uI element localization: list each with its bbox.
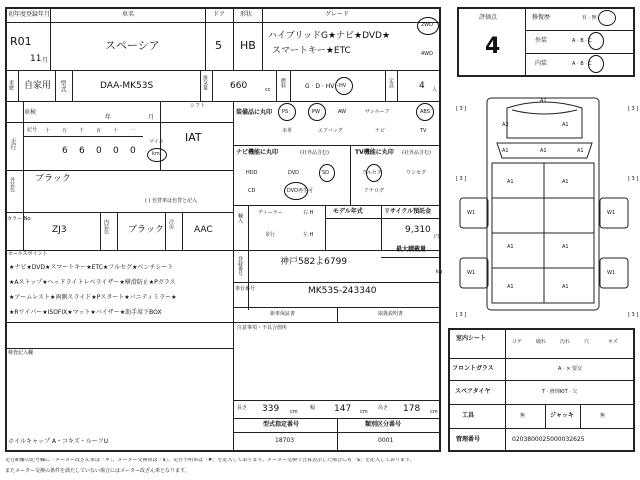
sales-points-label: セールスポイント (8, 251, 48, 257)
damage-mark: A1 (562, 284, 569, 290)
max-load-unit: kg (436, 269, 443, 275)
disp-label: 排気量 (202, 75, 208, 90)
tv-item: フルセグ (362, 170, 382, 176)
tv-item: ワンセグ (406, 170, 427, 176)
odometer-digit: 6 (62, 146, 68, 156)
model-label: 型式 (59, 80, 66, 92)
exterior-color-label: 外装色 (9, 177, 15, 192)
bracket-label: [ 3 ] (456, 176, 467, 182)
seat-item: コゲ (512, 339, 523, 345)
shift-label: シフト (190, 103, 206, 109)
sales-point-line: ★Rワイパー★ISOFIX★マット★バイザー★助手席下BOX (9, 309, 162, 316)
odometer-header: 一 (130, 128, 136, 134)
sales-point-line: ★Aストップ★ヘッドライトレベライザー★横滑防止★Pガラス (9, 279, 176, 286)
main-form (5, 7, 441, 452)
equipment-item: ナビ (375, 128, 386, 134)
model-value: DAA-MK53S (100, 81, 154, 91)
equipment-item: ABS (420, 109, 430, 115)
sales-point-line: ★ナビ★DVD★スマートキー★ETC★フルセグ★ベンチシート (9, 264, 174, 271)
seat-item: 破れ (536, 339, 547, 345)
equipment-circle (308, 103, 326, 121)
footer-line-1: 走行距離の記号欄に「メーター改ざん車は「＊」、メーター交換車は「$」、走行不明車は「#」を記入しております。メーター交換で合算表示した場合にも「$」を記入しております。 (5, 458, 415, 463)
first-reg-month: 11 (30, 54, 42, 64)
damage-mark: A1 (562, 122, 569, 128)
score-value: 4 (485, 34, 501, 59)
equipment-item: 本革 (282, 128, 293, 134)
nav-item: DVD (288, 170, 300, 176)
interior-color-value: ブラック (128, 225, 164, 235)
car-damage-diagram (452, 88, 638, 323)
grade-line-2: スマートキー★ETC (272, 46, 351, 56)
repair-options: 有 · 無 (582, 15, 597, 21)
chassis-label: 車台番号 (235, 286, 256, 292)
manual-label: 取扱説明書 (378, 311, 404, 317)
grade-line-1: ハイブリッドG★ナビ★DVD★ (268, 31, 391, 41)
odometer-header: 千 (79, 128, 85, 134)
recycle-unit: 円 (434, 234, 440, 240)
import-parallel: 並行 (265, 232, 276, 238)
windshield-options: A · × 要交 (558, 366, 582, 372)
damage-mark: W1 (467, 270, 476, 276)
seat-item: キズ (608, 339, 618, 345)
mgmt-value: 0203800025000032625 (512, 436, 585, 443)
interior-options: A · B · C (572, 61, 592, 67)
damage-mark: A1 (507, 284, 514, 290)
height-value: 178 (403, 404, 421, 414)
interior-label: 内装 (535, 60, 548, 67)
jack-value: 無 (600, 413, 606, 419)
bracket-label: [ 3 ] (456, 312, 467, 318)
registration-value: 神戸582よ6799 (280, 257, 348, 267)
equipment-label: 装備品に丸印 (236, 109, 273, 116)
ac-label: 冷房 (168, 219, 174, 229)
odometer-digit: 0 (130, 146, 136, 156)
tv-circle (366, 164, 382, 182)
exterior-options: A · B · C (572, 38, 592, 44)
first-reg-year: R01 (10, 35, 32, 48)
nav-item: SD (322, 170, 330, 176)
odometer-header-note: 記号 (27, 127, 38, 133)
damage-mark: A1 (540, 98, 547, 104)
fuel-value: G · D · HV · (305, 83, 339, 90)
nav-note: (社外品含む) (300, 150, 329, 156)
shape-label: 形状 (240, 11, 253, 18)
mileage-label: 走行 (9, 138, 16, 150)
color-code-value: ZJ3 (52, 225, 67, 235)
interior-color-label: 内装色 (103, 219, 109, 234)
equipment-item: サンルーフ (365, 109, 390, 115)
seat-item: 汚れ (560, 339, 571, 345)
shaken-label: 車検 (24, 109, 37, 116)
equipment-circle (416, 103, 434, 121)
note-label: 注意事項・不具合箇所 (237, 325, 288, 331)
ac-value: AAC (194, 225, 213, 235)
length-unit: cm (290, 409, 298, 415)
tv-title: TV機能に丸印 (355, 149, 394, 156)
damage-mark: A1 (540, 148, 547, 154)
tv-item: アナログ (364, 188, 385, 194)
repair-circle (598, 10, 616, 26)
nav-item: DVD再生可 (287, 188, 314, 194)
type-cert-value: 18703 (275, 437, 295, 444)
damage-mark: A1 (577, 148, 584, 154)
doors-value: 5 (215, 39, 222, 52)
equipment-item: AW (338, 109, 347, 115)
width-label: 幅 (310, 405, 316, 411)
import-right: 右 H (303, 210, 314, 216)
class-value: 0001 (378, 437, 394, 444)
import-label: 輸入 (237, 213, 243, 223)
import-dealer: ディーラー (258, 210, 283, 216)
nav-circle (319, 164, 335, 182)
registration-label: 登録番号 (237, 256, 243, 276)
damage-mark: A1 (562, 179, 569, 185)
damage-mark: A2 (502, 122, 509, 128)
nav-item: CD (248, 188, 256, 194)
exterior-circle (588, 32, 604, 50)
equipment-item: PS (282, 109, 289, 115)
nav-title: ナビ機能に丸印 (236, 149, 279, 156)
bracket-label: [ 3 ] (628, 176, 638, 182)
tools-label: 工具 (462, 412, 475, 419)
shift-value: IAT (185, 131, 202, 144)
car-name-label: 車名 (122, 11, 135, 18)
use-label: 車歴 (8, 80, 14, 90)
odometer-digit: 6 (79, 146, 85, 156)
max-load-label: 最大積載量 (396, 246, 427, 253)
model-year-label: モデル年式 (333, 208, 363, 215)
recycle-value: 9,310 (405, 225, 431, 235)
windshield-label: フロントガラス (452, 365, 494, 372)
damage-mark: W1 (607, 270, 616, 276)
exterior-label: 外装 (535, 37, 548, 44)
class-label: 類別区分番号 (365, 421, 402, 428)
shape-value: HB (240, 39, 256, 52)
damage-mark: A1 (502, 148, 509, 154)
disp-unit: cc (265, 87, 271, 93)
disp-value: 660 (230, 81, 248, 91)
spare-label: スペアタイヤ (455, 388, 491, 395)
tv-note: (社外品含む) (402, 150, 431, 156)
width-value: 147 (334, 404, 352, 414)
capacity-unit: 人 (432, 87, 438, 93)
chassis-value: MK53S-243340 (308, 286, 377, 296)
height-unit: cm (430, 409, 438, 415)
year-unit: 年 (105, 114, 112, 121)
warranty-label: 新車保証書 (270, 311, 296, 317)
color-code-label: カラー No. (7, 216, 32, 222)
damage-mark: A1 (507, 179, 514, 185)
bracket-label: [ 3 ] (628, 312, 638, 318)
odometer-header: 百 (96, 128, 102, 134)
jack-label: ジャッキ (550, 412, 574, 419)
door-label: ドア (213, 11, 225, 18)
drive-4wd: 4WD (421, 51, 433, 57)
score-label: 評価点 (479, 14, 498, 21)
damage-mark: W1 (607, 210, 616, 216)
km-label: km (152, 151, 160, 157)
nav-circle (284, 182, 308, 200)
equipment-item: TV (420, 128, 427, 134)
damage-mark: W1 (467, 210, 476, 216)
odometer-header: 万 (62, 128, 68, 134)
seat-item: 穴 (584, 339, 590, 345)
equipment-item: エアバッグ (318, 128, 343, 134)
length-value: 339 (262, 404, 280, 414)
exterior-color-value: ブラック (35, 174, 71, 184)
recycle-label: リサイクル預託金 (384, 208, 432, 215)
month-unit: 月 (42, 57, 49, 64)
type-cert-label: 型式指定番号 (263, 421, 300, 428)
fuel-selected: HV (339, 83, 347, 89)
footer-line-2: またメーター交換の条件を満たしていない場合にはメーター改ざん車となります。 (5, 468, 190, 474)
odometer-digit: 0 (113, 146, 119, 156)
use-value: 自家用 (24, 81, 52, 91)
interior-circle (588, 55, 604, 73)
mgmt-label: 管理番号 (456, 436, 481, 443)
bracket-label: [ 3 ] (456, 106, 467, 112)
color-note: ( ) 色替車は色替と記入 (145, 198, 198, 204)
inspector-label: 検査記入欄 (8, 350, 34, 356)
length-label: 長さ (237, 405, 248, 411)
equipment-circle (278, 103, 296, 121)
sales-point-line: ★アームレスト★両側スライド★Pスタート★バニティミラー★ (9, 294, 177, 301)
fuel-label: 燃料 (280, 78, 286, 88)
spare-options: T · 修理KIT · 欠 (542, 389, 578, 395)
import-left: 左 H (303, 232, 314, 238)
equipment-item: PW (312, 109, 320, 115)
height-label: 高さ (378, 405, 389, 411)
odometer-digit: 0 (96, 146, 102, 156)
nav-item: HDD (246, 170, 258, 176)
drive-2wd: 2WD (421, 22, 433, 28)
inspector-note: ホイルキャップ A・コキズ・ルーフU (8, 438, 108, 445)
width-unit: cm (360, 409, 368, 415)
damage-mark: A1 (507, 244, 514, 250)
grade-label: グレード (325, 11, 350, 18)
mile-label: マイル (149, 139, 164, 145)
capacity-value: 4 (419, 81, 425, 91)
month-unit-2: 月 (148, 114, 155, 121)
odometer-header: 十 (113, 128, 119, 134)
capacity-label: 定員 (388, 78, 394, 88)
bracket-label: [ 3 ] (628, 106, 638, 112)
tools-value: 無 (520, 413, 526, 419)
damage-mark: A1 (562, 244, 569, 250)
interior-seats-label: 室内シート (456, 335, 487, 342)
odometer-header: 十 (45, 128, 51, 134)
first-reg-label: 初年度登録年月 (8, 11, 51, 18)
car-name-value: スペーシア (105, 39, 160, 52)
repair-label: 修復歴 (532, 14, 551, 21)
